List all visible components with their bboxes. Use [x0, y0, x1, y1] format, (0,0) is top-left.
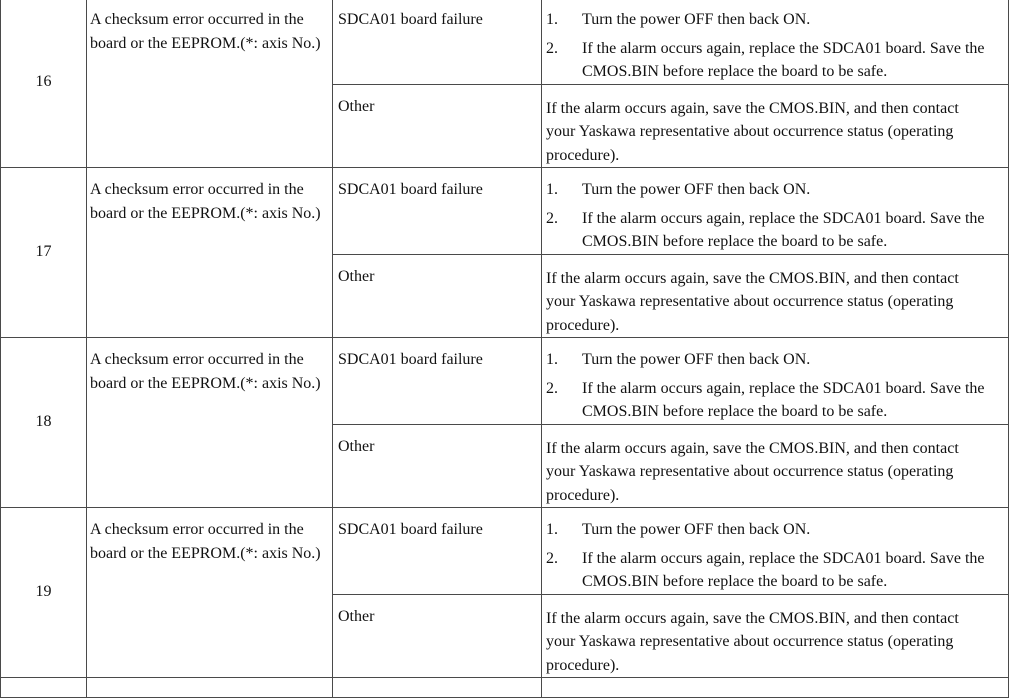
alarm-number-cell	[1, 0, 87, 168]
remedy-steps	[542, 338, 1009, 425]
cause-board-failure: SDCA01 board failure	[333, 0, 542, 84]
cause-other: Other	[333, 594, 542, 678]
remedy-other: If the alarm occurs again, save the CMOS.BIN, and then contact your Yaskawa representative about occurrence status (operating procedure).	[542, 424, 1009, 508]
step-number: 2.	[546, 379, 558, 397]
empty-cell	[1, 678, 87, 698]
alarm-description: A checksum error occurred in the board or the EEPROM.(*: axis No.)	[87, 338, 333, 508]
alarm-description: A checksum error occurred in the board or the EEPROM.(*: axis No.)	[87, 508, 333, 678]
remedy-other: If the alarm occurs again, save the CMOS.BIN, and then contact your Yaskawa representative about occurrence status (operating procedure).	[542, 594, 1009, 678]
cause-other: Other	[333, 254, 542, 338]
step-text: Turn the power OFF then back ON.	[582, 11, 811, 28]
alarm-number: 16	[35, 72, 52, 90]
alarm-number-cell	[1, 338, 87, 508]
step-number: 2.	[546, 39, 558, 57]
cause-other: Other	[333, 84, 542, 168]
step-text: If the alarm occurs again, replace the SDCA01 board. Save the CMOS.BIN before replace the board to be safe.	[582, 549, 985, 590]
step-number: 1.	[546, 11, 558, 28]
alarm-description: A checksum error occurred in the board or the EEPROM.(*: axis No.)	[87, 168, 333, 338]
step-number: 2.	[546, 209, 558, 227]
alarm-number-cell	[1, 508, 87, 678]
remedy-step	[546, 518, 988, 542]
remedy-steps	[542, 168, 1009, 255]
remedy-step	[546, 37, 988, 84]
step-text: Turn the power OFF then back ON.	[582, 181, 811, 198]
cause-other: Other	[333, 424, 542, 508]
empty-cell	[542, 678, 1009, 698]
step-number: 1.	[546, 521, 558, 538]
remedy-other: If the alarm occurs again, save the CMOS.BIN, and then contact your Yaskawa representative about occurrence status (operating procedure).	[542, 84, 1009, 168]
alarm-number-cell	[1, 168, 87, 338]
step-number: 2.	[546, 549, 558, 567]
alarm-row	[1, 0, 1009, 84]
step-number: 1.	[546, 351, 558, 368]
empty-cell	[87, 678, 333, 698]
step-text: If the alarm occurs again, replace the SDCA01 board. Save the CMOS.BIN before replace the board to be safe.	[582, 379, 985, 420]
remedy-steps	[542, 0, 1009, 84]
step-text: Turn the power OFF then back ON.	[582, 521, 811, 538]
remedy-step	[546, 348, 988, 372]
remedy-steps	[542, 508, 1009, 595]
cause-board-failure: SDCA01 board failure	[333, 508, 542, 595]
alarm-row	[1, 168, 1009, 255]
alarm-number: 17	[35, 242, 52, 260]
remedy-other: If the alarm occurs again, save the CMOS.BIN, and then contact your Yaskawa representative about occurrence status (operating procedure).	[542, 254, 1009, 338]
step-text: Turn the power OFF then back ON.	[582, 351, 811, 368]
alarm-row	[1, 508, 1009, 595]
cause-board-failure: SDCA01 board failure	[333, 168, 542, 255]
alarm-row	[1, 338, 1009, 425]
alarm-number: 19	[35, 582, 52, 600]
remedy-step	[546, 8, 988, 32]
alarm-description: A checksum error occurred in the board or the EEPROM.(*: axis No.)	[87, 0, 333, 168]
step-text: If the alarm occurs again, replace the SDCA01 board. Save the CMOS.BIN before replace the board to be safe.	[582, 39, 985, 80]
remedy-step	[546, 377, 988, 424]
remedy-step	[546, 547, 988, 594]
alarm-table-body	[1, 0, 1009, 698]
cause-board-failure: SDCA01 board failure	[333, 338, 542, 425]
remedy-step	[546, 178, 988, 202]
step-number: 1.	[546, 181, 558, 198]
alarm-number: 18	[35, 412, 52, 430]
remedy-step	[546, 207, 988, 254]
empty-cell	[333, 678, 542, 698]
table-row-continuation	[1, 678, 1009, 698]
step-text: If the alarm occurs again, replace the SDCA01 board. Save the CMOS.BIN before replace the board to be safe.	[582, 209, 985, 250]
